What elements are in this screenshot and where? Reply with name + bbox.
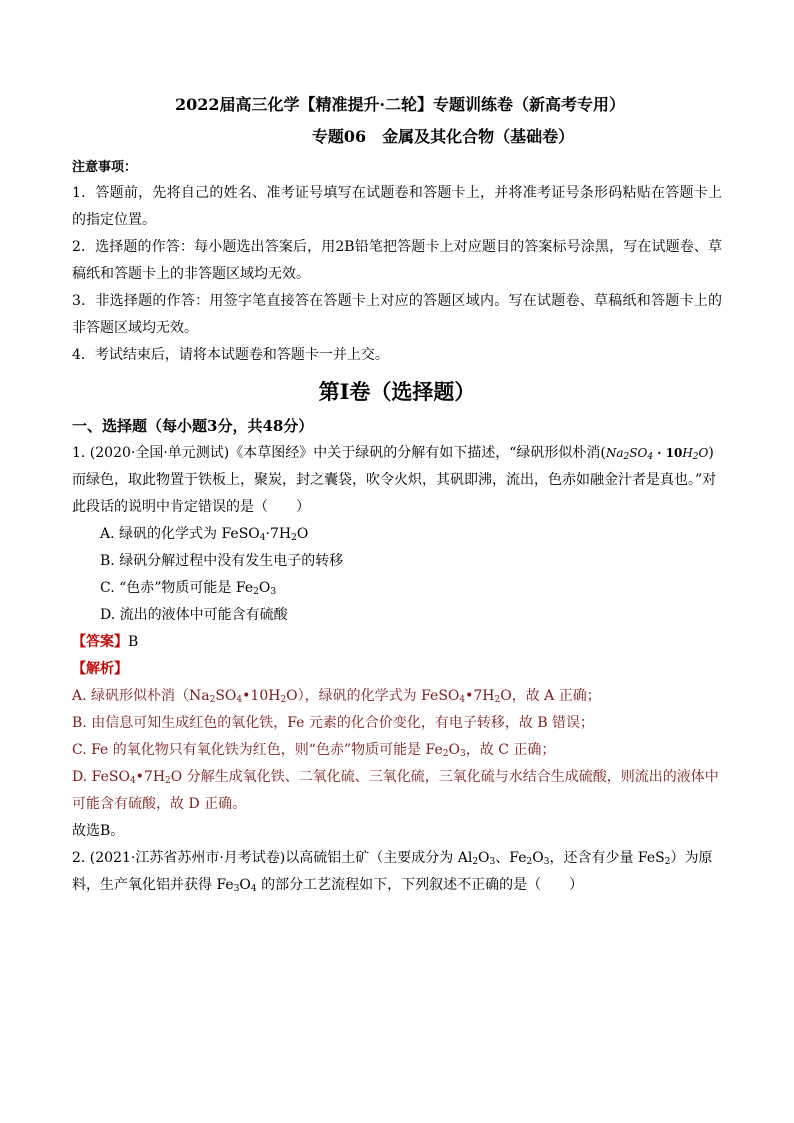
c-part-4: 3 — [460, 749, 466, 759]
c-part-3: O — [448, 742, 461, 758]
a-part-6: 2 — [280, 695, 287, 705]
a-part-10: 2 — [494, 695, 501, 705]
q1-option-a-sub2: 2 — [291, 533, 297, 543]
q1-stem-b: )而绿色，取此物置于铁板上，聚炭，封之囊袋，吹令火炽，其矾即沸，流出，色赤如融金汁者是真也。”对此段话的说明中肯定错误的是（ ） — [72, 445, 717, 515]
a-part-3: SO — [215, 688, 237, 704]
q2-part-5: 、Fe — [495, 850, 527, 866]
q2-part-9: ，还含有少量 FeS — [549, 850, 665, 866]
a-part-9: •7H — [465, 688, 495, 704]
notice-item-1: 1．答题前，先将自己的姓名、准考证号填写在试题卷和答题卡上，并将准考证号条形码粘贴在答题卡上的指定位置。 — [72, 185, 722, 228]
a-part-8: 4 — [459, 695, 466, 705]
a-part-1: A. 绿矾形似朴消（Na — [72, 688, 210, 704]
c-part-2: 2 — [442, 749, 449, 759]
q1-option-c-text: C. “色赤”物质可能是 Fe — [100, 580, 254, 596]
q1-option-d[interactable]: D. 流出的液体中可能含有硫酸 — [100, 607, 288, 623]
answer-value: B — [128, 634, 139, 650]
q1-analysis-a — [72, 683, 722, 710]
d-part-3: •7H — [135, 769, 166, 785]
q1-option-c-mid: O — [258, 580, 271, 596]
notice-item-2: 2．选择题的作答：每小题选出答案后，用2B铅笔把答题卡上对应题目的答案标号涂黑，写在试题卷、草稿纸和答题卡上的非答题区域均无效。 — [72, 239, 722, 282]
q1-option-c-sub1: 2 — [253, 587, 259, 597]
q2-part-3: O — [478, 850, 490, 866]
question-2-stem — [72, 845, 722, 899]
q1-stem-a: 1. (2020·全国·单元测试)《本草图经》中关于绿矾的分解有如下描述，“绿矾形似朴消( — [72, 445, 606, 461]
d-part-4: 2 — [165, 776, 171, 786]
q1-analysis-label: 【解析】 — [72, 661, 128, 677]
section-title: 第Ⅰ卷（选择题） — [318, 379, 476, 404]
d-part-2: 4 — [129, 776, 136, 786]
question-1-stem — [72, 440, 722, 521]
q1-formula-sub-4: 4 — [647, 452, 654, 462]
part-heading: 一、选择题（每小题3分，共48分） — [72, 417, 314, 435]
a-part-7: O），绿矾的化学式为 FeSO — [286, 688, 460, 704]
q1-formula — [606, 446, 708, 460]
notice-item-3: 3．非选择题的作答：用签字笔直接答在答题卡上对应的答题区域内。写在试题卷、草稿纸和答题卡上的非答题区域均无效。 — [72, 293, 722, 336]
q1-option-a-text: A. 绿矾的化学式为 FeSO — [100, 526, 260, 542]
c-part-1: C. Fe 的氧化物只有氧化铁为红色，则“色赤”物质可能是 Fe — [72, 742, 443, 758]
q2-part-15: 的部分工艺流程如下，下列叙述不正确的是（ ） — [256, 877, 584, 893]
document-subtitle: 专题06 金属及其化合物（基础卷） — [311, 127, 575, 146]
a-part-11: O，故 A 正确； — [500, 688, 601, 704]
q2-part-14: 4 — [250, 884, 257, 894]
q2-part-7: O — [532, 850, 544, 866]
q1-option-c[interactable] — [100, 575, 722, 602]
q1-option-a-mid: ·7H — [265, 526, 292, 542]
q2-part-12: 3 — [233, 884, 240, 894]
q1-analysis-d — [72, 764, 722, 818]
answer-label: 【答案】 — [72, 634, 128, 650]
q1-formula-h: H — [682, 446, 693, 460]
q2-part-4: 3 — [489, 857, 496, 867]
a-part-2: 2 — [209, 695, 216, 705]
q2-part-11: ）为原料，生产氧化铝并获得 Fe — [72, 850, 713, 893]
d-part-1: D. FeSO — [72, 769, 130, 785]
q1-option-c-sub2: 3 — [270, 587, 277, 597]
q2-part-13: O — [239, 877, 251, 893]
q1-analysis-c — [72, 737, 722, 764]
q1-option-a[interactable] — [100, 521, 722, 548]
a-part-5: •10H — [242, 688, 281, 704]
q1-analysis-b: B. 由信息可知生成红色的氧化铁，Fe 元素的化合价变化，有电子转移，故 B 错误； — [72, 715, 595, 731]
q2-part-6: 2 — [526, 857, 533, 867]
q1-formula-sub-2b: 2 — [692, 452, 699, 462]
question-1-options — [72, 521, 722, 629]
q1-formula-sub-2: 2 — [623, 452, 630, 462]
document-title: 2022届高三化学【精准提升·二轮】专题训练卷（新高考专用） — [174, 95, 626, 114]
q1-option-b[interactable]: B. 绿矾分解过程中没有发生电子的转移 — [100, 553, 344, 569]
q1-formula-so: SO — [629, 446, 648, 460]
q2-part-10: 2 — [664, 857, 671, 867]
c-part-5: ，故 C 正确； — [465, 742, 556, 758]
q1-formula-na: Na — [605, 446, 624, 460]
q1-formula-o: O — [698, 446, 709, 460]
q2-part-8: 3 — [543, 857, 550, 867]
notice-item-4: 4．考试结束后，请将本试题卷和答题卡一并上交。 — [72, 347, 389, 363]
a-part-4: 4 — [236, 695, 243, 705]
q1-option-a-sub1: 4 — [259, 533, 266, 543]
q1-option-a-post: O — [296, 526, 309, 542]
document-page — [72, 92, 722, 899]
q2-part-2: 2 — [472, 857, 479, 867]
d-part-5: O 分解生成氧化铁、二氧化硫、三氧化硫，三氧化硫与水结合生成硫酸，则流出的液体中可能含有硫酸，故 D 正确。 — [72, 769, 719, 812]
q1-answer — [72, 629, 722, 656]
q1-conclusion: 故选B。 — [72, 823, 125, 839]
notice-heading: 注意事项： — [72, 160, 138, 175]
q1-formula-ten: · 10 — [653, 446, 683, 460]
q2-part-1: 2. (2021·江苏省苏州市·月考试卷)以高硫铝土矿（主要成分为 Al — [72, 850, 473, 866]
